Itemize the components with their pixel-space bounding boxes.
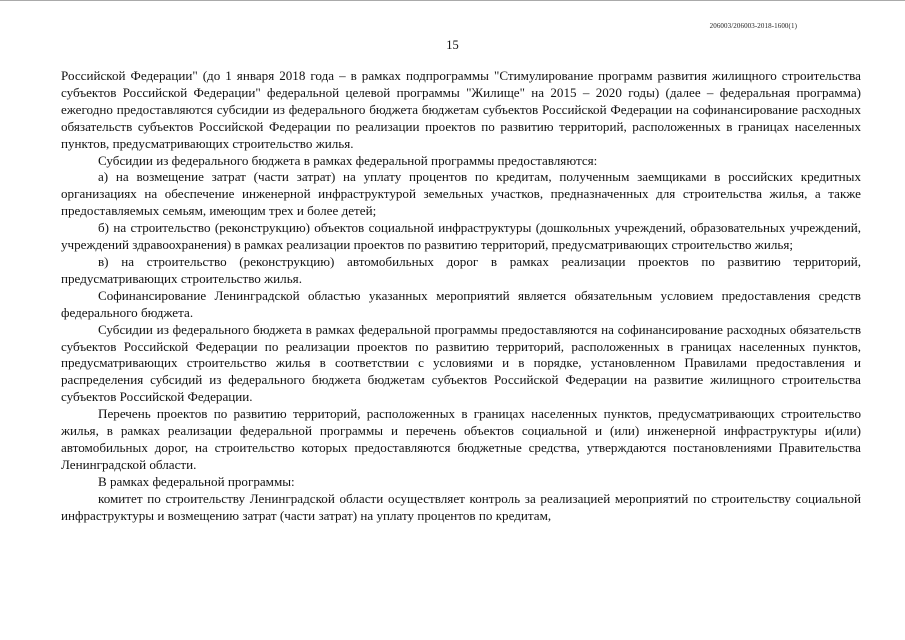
page-top-edge <box>0 0 905 4</box>
list-item: а) на возмещение затрат (части затрат) на уплату процентов по кредитам, полученным заемщиками в российских кредитных организациях на обеспечение инженерной инфраструктурой земельных участков, предназначенных для строительства жилья, а также предоставляемых семьям, имеющим трех и более детей; <box>61 169 861 219</box>
paragraph: Субсидии из федерального бюджета в рамках федеральной программы предоставляются: <box>98 152 598 168</box>
list-item: б) на строительство (реконструкцию) объектов социальной инфраструктуры (дошкольных учреждений, образовательных учреждений, учреждений здравоохранения) в рамках реализации проектов по развитию территорий, предусматривающих строительство жилья; <box>61 220 861 253</box>
paragraph: В рамках федеральной программы: <box>98 473 295 489</box>
paragraph: Софинансирование Ленинградской областью указанных мероприятий является обязательным условием предоставления средств федерального бюджета. <box>61 287 861 320</box>
paragraph: комитет по строительству Ленинградской области осуществляет контроль за реализацией мероприятий по строительству социальной инфраструктуры и возмещению затрат (части затрат) на уплату процентов по кредитам, <box>61 490 861 523</box>
paragraph: Российской Федерации" (до 1 января 2018 года – в рамках подпрограммы "Стимулирование программ развития жилищного строительства субъектов Российской Федерации" федеральной целевой программы "Жилище" на 2015 – 2020 годы) (далее – федеральная программа) ежегодно предоставляются субсидии из федерального бюджета бюджетам субъектов Российской Федерации на софинансирование расходных обязательств субъектов Российской Федерации по реализации проектов по развитию территорий, расположенных в границах населенных пунктов, предусматривающих строительство жилья. <box>61 68 861 151</box>
page-number: 15 <box>446 38 459 52</box>
paragraph: Субсидии из федерального бюджета в рамках федеральной программы предоставляются на софинансирование расходных обязательств субъектов Российской Федерации по реализации проектов по развитию территорий, расположенных в границах населенных пунктов, предусматривающих строительство жилья в соответствии с условиями и в порядке, установленном Правилами предоставления и распределения субсидий из федерального бюджета бюджетам субъектов Российской Федерации на развитие жилищного строительства субъектов Российской Федерации. <box>61 321 861 405</box>
document-code: 206003/206003-2018-1600(1) <box>709 22 797 30</box>
list-item: в) на строительство (реконструкцию) автомобильных дорог в рамках реализации проектов по развитию территорий, предусматривающих строительство жилья. <box>61 253 861 286</box>
document-body <box>61 68 861 524</box>
paragraph: Перечень проектов по развитию территорий, расположенных в границах населенных пунктов, предусматривающих строительство жилья, в рамках реализации федеральной программы и перечень объектов социальной и (или) инженерной инфраструктуры и(или) автомобильных дорог, на строительство которых предоставляются бюджетные средства, утверждаются постановлениями Правительства Ленинградской области. <box>61 406 861 472</box>
